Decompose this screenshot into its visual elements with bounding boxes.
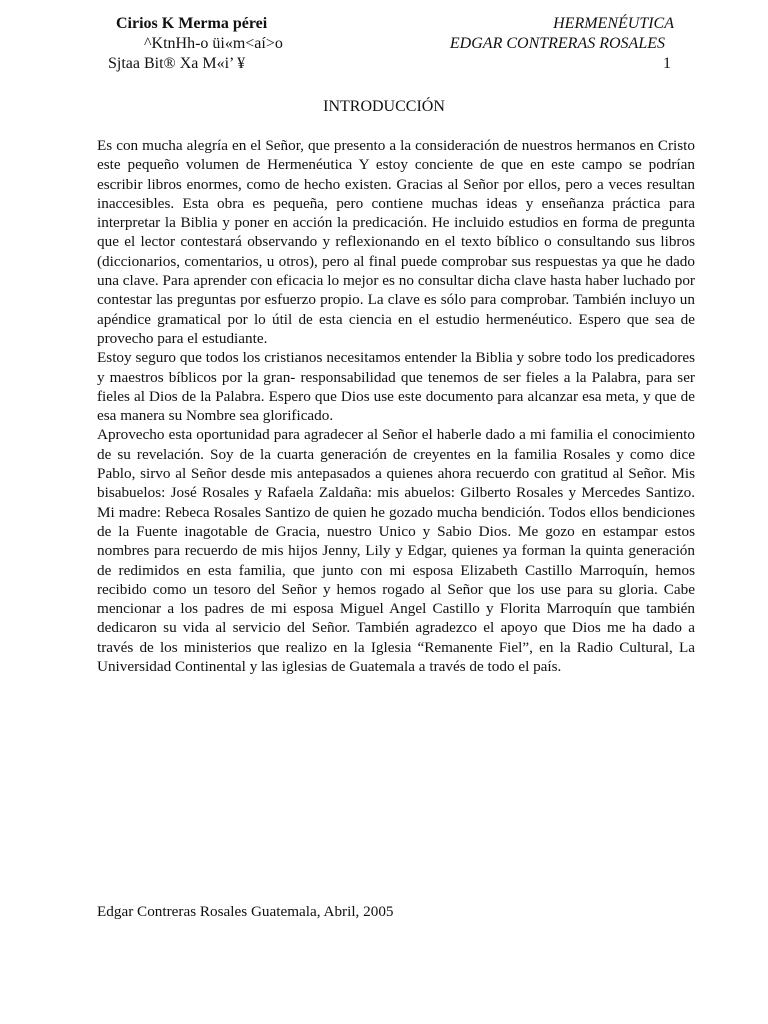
page-number: 1 xyxy=(663,55,671,72)
document-body xyxy=(97,136,695,676)
header-left-line-3: Sjtaa Bit® Xa M«i’ ¥ xyxy=(108,55,246,72)
header-author: EDGAR CONTRERAS ROSALES xyxy=(449,35,665,52)
header-left-line-2: ^KtnHh-o üi«m<aí>o xyxy=(144,35,283,52)
paragraph-2: Estoy seguro que todos los cristianos necesitamos entender la Biblia y sobre todo los predicadores y maestros bíblicos por la gran- responsabilidad que tenemos de ser fieles a la Palabra, para ser fieles al Dios de la Palabra. Espero que Dios use este documento para alcanzar esa meta, y que de esa manera su Nombre sea glorificado. xyxy=(97,349,695,425)
paragraph-3: Aprovecho esta oportunidad para agradecer al Señor el haberle dado a mi familia el conocimiento de su revelación. Soy de la cuarta generación de creyentes en la familia Rosales y como dice Pablo, sirvo al Señor desde mis antepasados a quienes ahora recuerdo con gratitud al Señor. Mis bisabuelos: José Rosales y Rafaela Zaldaña: mis abuelos: Gilberto Rosales y Mercedes Santizo. Mi madre: Rebeca Rosales Santizo de quien he gozado mucha bendición. Todos ellos bendiciones de la Fuente inagotable de Gracia, nuestro Unico y Sabio Dios. Me gozo en estampar estos nombres para recuerdo de mis hijos Jenny, Lily y Edgar, quienes ya forman la quinta generación de redimidos en esta familia, que junto con mi esposa Elizabeth Castillo Marroquín, hemos recibido como un tesoro del Señor y hemos rogado al Señor que los use para su gloria. Cabe mencionar a los padres de mi esposa Miguel Angel Castillo y Florita Marroquín que también dedicaron su vida al servicio del Señor. También agradezco el apoyo que Dios me ha dado a través de los ministerios que realizo en la Iglesia “Remanente Fiel”, en la Radio Cultural, La Universidad Continental y las iglesias de Guatemala a través de todo el país. xyxy=(97,426,695,676)
section-title: INTRODUCCIÓN xyxy=(323,98,445,115)
paragraph-1: Es con mucha alegría en el Señor, que presento a la consideración de nuestros hermanos en Cristo este pequeño volumen de Hermenéutica Y estoy conciente de que en este campo se podrían escribir libros enormes, como de hecho existen. Gracias al Señor por ellos, pero a veces resultan inaccesibles. Esta obra es pequeña, pero contiene muchas ideas y enseñanza práctica para interpretar la Biblia y poner en acción la predicación. He incluido estudios en forma de pregunta que el lector contestará observando y reflexionando en el texto bíblico o consultando sus libros (diccionarios, comentarios, u otros), pero al final puede comprobar sus respuestas ya que he dado una clave. Para aprender con eficacia lo mejor es no consultar dicha clave hasta haber luchado por contestar las preguntas por esfuerzo propio. La clave es sólo para comprobar. También incluyo un apéndice gramatical por lo útil de esta ciencia en el estudio hermenéutico. Espero que sea de provecho para el estudiante. xyxy=(97,137,695,347)
signature-line: Edgar Contreras Rosales Guatemala, Abril, 2005 xyxy=(97,903,394,920)
header-left-line-1: Cirios K Merma pérei xyxy=(116,15,268,32)
header-book-title: HERMENÉUTICA xyxy=(553,15,674,32)
